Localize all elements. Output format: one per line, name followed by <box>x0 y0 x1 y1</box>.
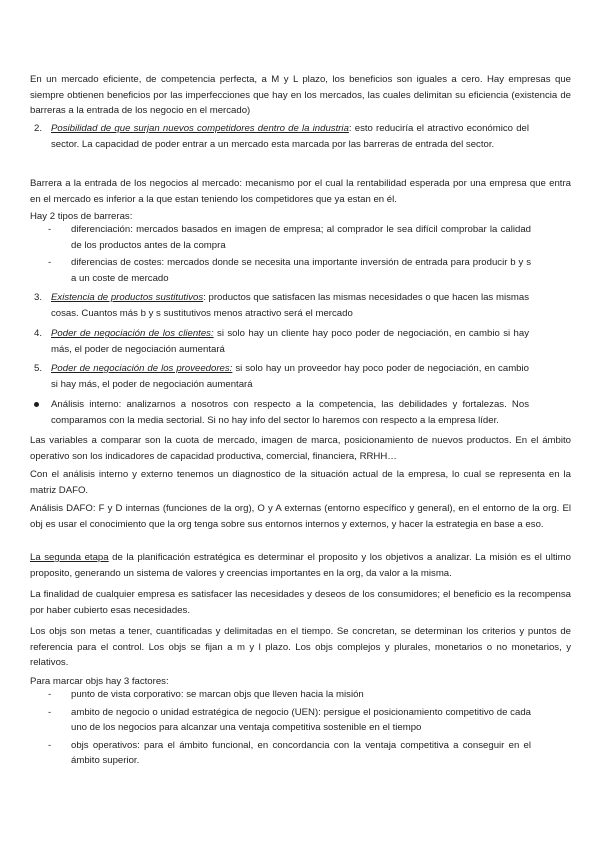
paragraph-mercado-eficiente <box>30 72 571 119</box>
item-title: Existencia de productos sustitutivos <box>51 292 204 303</box>
item-number: 5. <box>34 363 43 374</box>
paragraph-text: Los objs son metas a tener, cuantificadas y delimitadas en el tiempo. Se concretan, se determinan los criterios y puntos de referencia para el control. Los objs se fijan a m y l plazo. Los objs complejos y plurales, monetarios o no monetarios, y relativos. <box>30 626 571 668</box>
numbered-item-5 <box>34 361 529 392</box>
list-item-text: punto de vista corporativo: se marcan objs que lleven hacia la misión <box>71 689 364 700</box>
paragraph-text: En un mercado eficiente, de competencia perfecta, a M y L plazo, los beneficios son iguales a cero. Hay empresas que siempre obtienen beneficios por las imperfecciones que hay en los mercados, las cuales delimitan su eficiencia (existencia de barreras a la entrada de los negocio en el mercado) <box>30 74 571 116</box>
dash-marker: - <box>48 706 52 718</box>
paragraph-segunda-etapa <box>30 550 571 581</box>
bullet-analisis-interno <box>34 397 529 428</box>
paragraph-text: Análisis DAFO: F y D internas (funciones de la org), O y A externas (entorno específico y general), en el entorno de la org. El obj es usar el conocimiento que la org tenga sobre sus entornos internos y externos, y hacer la estrategia en base a eso. <box>30 503 571 530</box>
list-item <box>48 222 531 253</box>
paragraph-text: de la planificación estratégica es determinar el proposito y los objetivos a analizar. La misión es el ultimo proposito, generando un sistema de valores y creencias importantes en la org, da valor a la misma. <box>30 552 571 579</box>
list-item-text: diferenciación: mercados basados en imagen de empresa; al comprador le sea difícil comprobar la calidad de los productos antes de la compra <box>71 224 531 251</box>
dash-marker: - <box>48 739 52 751</box>
underlined-phrase: La segunda etapa <box>30 552 109 563</box>
paragraph-variables <box>30 433 571 464</box>
list-item-text: ambito de negocio o unidad estratégica de negocio (UEN): persigue el posicionamiento competitivo de cada uno de los negocios para alcanzar una ventaja competitiva sostenible en el tiempo <box>71 706 531 733</box>
list-item <box>48 687 531 703</box>
factores-list <box>48 687 531 771</box>
list-item <box>48 255 531 286</box>
paragraph-finalidad <box>30 587 571 618</box>
numbered-item-2 <box>34 121 529 152</box>
item-title: Poder de negociación de los proveedores: <box>51 363 233 374</box>
item-title: Posibilidad de que surjan nuevos competidores dentro de la industria <box>51 123 349 134</box>
paragraph-text: Barrera a la entrada de los negocios al mercado: mecanismo por el cual la rentabilidad esperada por una empresa que entra en el mercado es inferior a la que estan teniendo los competidores que ya estan en él. <box>30 178 571 205</box>
paragraph-text: Hay 2 tipos de barreras: <box>30 211 133 222</box>
paragraph-text: Las variables a comparar son la cuota de mercado, imagen de marca, posicionamiento de nuevos productos. En el ámbito operativo son los indicadores de capacidad productiva, comercial, financiera, RRHH… <box>30 435 571 462</box>
paragraph-objs <box>30 624 571 671</box>
dash-marker: - <box>48 257 52 268</box>
paragraph-text: Para marcar objs hay 3 factores: <box>30 676 169 687</box>
paragraph-diagnostico <box>30 467 571 498</box>
numbered-item-3 <box>34 290 529 321</box>
paragraph-text: La finalidad de cualquier empresa es satisfacer las necesidades y deseos de los consumidores; el beneficio es la recompensa por haber cubierto esas necesidades. <box>30 589 571 616</box>
item-number: 4. <box>34 328 43 339</box>
paragraph-dafo <box>30 501 571 532</box>
item-number: 3. <box>34 292 43 303</box>
item-text: si solo hay un cliente hay poco poder de negociación, en cambio si hay más, el poder de negociación aumentará <box>51 328 530 355</box>
bullet-text: Análisis interno: analizarnos a nosotros con respecto a la competencia, las debilidades y fortalezas. Nos comparamos con la media sectorial. Si no hay info del sector lo haremos con respecto a la empresa líder. <box>51 399 529 426</box>
item-text: si solo hay un proveedor hay poco poder de negociación, en cambio si hay más, el poder de negociación aumentará <box>51 363 529 390</box>
item-number: 2. <box>34 123 43 134</box>
item-text: : esto reduciría el atractivo económico del sector. La capacidad de poder entrar a un mercado esta marcada por las barreras de entrada del sector. <box>51 123 529 150</box>
list-item-text: objs operativos: para el ámbito funcional, en concordancia con la ventaja competitiva a conseguir en el ámbito superior. <box>71 739 531 766</box>
barreras-list <box>48 222 531 288</box>
dash-marker: - <box>48 689 52 700</box>
list-item <box>48 705 531 736</box>
paragraph-barrera <box>30 176 571 207</box>
item-text: : productos que satisfacen las mismas necesidades o que hacen las mismas cosas. Cuantos más b y s sustitutivos menos atractivo será el mercado <box>51 292 529 319</box>
bullet-icon <box>34 397 48 413</box>
dash-marker: - <box>48 224 52 235</box>
numbered-item-4 <box>34 326 529 357</box>
list-item-text: diferencias de costes: mercados donde se necesita una importante inversión de entrada para producir b y s a un coste de mercado <box>71 257 531 284</box>
paragraph-text: Con el análisis interno y externo tenemos un diagnostico de la situación actual de la empresa, lo cual se representa en la matriz DAFO. <box>30 469 571 496</box>
list-item <box>48 738 531 769</box>
item-title: Poder de negociación de los clientes: <box>51 328 214 339</box>
